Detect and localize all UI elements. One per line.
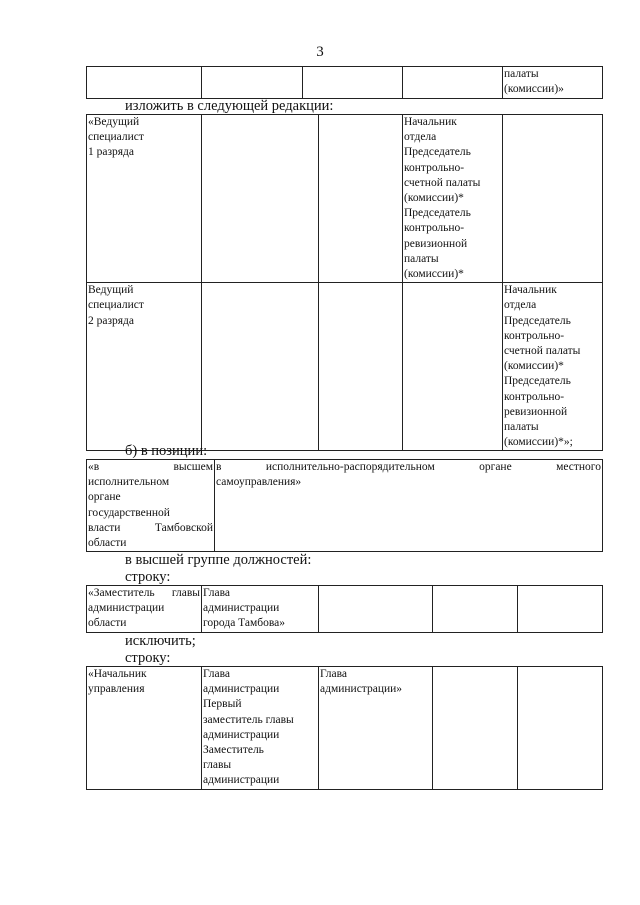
- table-cell: [202, 115, 319, 283]
- table-row-to-remove: [86, 585, 603, 633]
- table-cell: [503, 67, 603, 99]
- table-cell: [87, 667, 202, 790]
- table-cell: [503, 115, 603, 283]
- table-cell: [87, 586, 202, 633]
- cell-text-line: [88, 460, 213, 475]
- cell-text: Председатель: [504, 314, 571, 327]
- cell-text: отдела: [404, 131, 437, 144]
- table-cell: [319, 283, 403, 451]
- table-cell: [87, 460, 215, 552]
- cell-text: администрации: [88, 602, 165, 615]
- cell-text-line: [216, 460, 601, 475]
- table-cell: [503, 283, 603, 451]
- cell-text: палаты: [504, 421, 539, 434]
- cell-text: 1 разряда: [88, 146, 135, 159]
- cell-text: специалист: [88, 299, 144, 312]
- cell-text: контрольно-: [504, 329, 565, 342]
- table-row-heads: [86, 666, 603, 790]
- cell-text: самоуправления»: [216, 476, 302, 489]
- cell-text: администрации: [203, 602, 280, 615]
- table-cell: [433, 667, 518, 790]
- cell-text: счетной палаты: [404, 176, 481, 189]
- cell-text: Председатель: [404, 207, 471, 220]
- cell-text: Ведущий: [88, 284, 134, 297]
- table-cell: [433, 586, 518, 633]
- cell-text: Глава: [320, 668, 348, 680]
- cell-text: Заместитель: [203, 744, 264, 757]
- cell-text: (комиссии)*»;: [504, 436, 573, 449]
- cell-text: администрации: [203, 683, 280, 696]
- table-new-edition: [86, 114, 603, 451]
- table-position: [86, 459, 603, 552]
- table-cell: [202, 67, 303, 99]
- cell-word: местного: [556, 461, 601, 473]
- cell-text: главы: [203, 759, 232, 772]
- paragraph-text: изложить в следующей редакции:: [125, 98, 334, 114]
- cell-text: (комиссии)*: [404, 268, 464, 281]
- cell-text: государственной: [88, 506, 170, 519]
- cell-text: Глава: [203, 587, 231, 599]
- cell-text: области: [88, 537, 127, 550]
- cell-text: «Начальник: [88, 668, 147, 680]
- cell-text: города Тамбова»: [203, 617, 286, 630]
- table-cell: [202, 283, 319, 451]
- cell-text: специалист: [88, 131, 144, 144]
- table-cell: [202, 667, 319, 790]
- cell-text: заместитель главы: [203, 713, 294, 726]
- cell-text: Глава: [203, 668, 231, 680]
- cell-text: (комиссии)*: [404, 192, 464, 205]
- page-number: 3: [316, 44, 324, 60]
- cell-text: (комиссии)*: [504, 360, 564, 373]
- cell-text: контрольно-: [404, 222, 465, 235]
- table-cell: [518, 667, 603, 790]
- table-cell: [319, 115, 403, 283]
- table-cell: [518, 586, 603, 633]
- cell-text: администрации: [203, 728, 280, 741]
- paragraph-text: б) в позиции:: [125, 443, 208, 459]
- cell-text: (комиссии)»: [504, 83, 564, 96]
- table-cell: [319, 667, 433, 790]
- table-cell: [87, 283, 202, 451]
- cell-word: власти: [88, 521, 121, 534]
- cell-text: палаты: [504, 68, 539, 80]
- cell-text: «Ведущий: [88, 116, 140, 128]
- paragraph-text: исключить;: [125, 633, 196, 649]
- paragraph-text: строку:: [125, 569, 171, 585]
- cell-text: 2 разряда: [88, 314, 135, 327]
- cell-text: контрольно-: [504, 390, 565, 403]
- cell-word: исполнительно-распорядительном: [265, 461, 435, 473]
- table-cell: [215, 460, 603, 552]
- cell-text: администрации»: [320, 683, 403, 696]
- cell-text: счетной палаты: [504, 345, 581, 358]
- table-cell: [403, 67, 503, 99]
- cell-text: управления: [88, 683, 145, 696]
- table-cell: [87, 67, 202, 99]
- cell-word: высшем: [173, 461, 213, 473]
- cell-text-line: [88, 586, 200, 601]
- cell-text: контрольно-: [404, 161, 465, 174]
- cell-word: органе: [479, 461, 512, 473]
- cell-text: исполнительном: [88, 476, 170, 489]
- cell-text: ревизионной: [404, 237, 468, 250]
- cell-text: ревизионной: [504, 405, 568, 418]
- cell-text: области: [88, 617, 127, 630]
- table-continuation: [86, 66, 603, 99]
- table-cell: [403, 115, 503, 283]
- cell-text: органе: [88, 491, 121, 504]
- cell-word: в: [216, 461, 222, 473]
- table-cell: [87, 115, 202, 283]
- cell-text: палаты: [404, 252, 439, 265]
- table-cell: [303, 67, 403, 99]
- cell-text: отдела: [504, 299, 537, 312]
- cell-text: Первый: [203, 698, 242, 711]
- cell-word: главы: [171, 587, 200, 599]
- cell-text: Председатель: [404, 146, 471, 159]
- cell-text: Председатель: [504, 375, 571, 388]
- cell-word: Тамбовской: [154, 521, 213, 534]
- cell-text: Начальник: [404, 116, 457, 128]
- paragraph-text: строку:: [125, 650, 171, 666]
- cell-text-line: [88, 521, 213, 536]
- paragraph-text: в высшей группе должностей:: [125, 552, 312, 568]
- table-cell: [319, 586, 433, 633]
- table-cell: [202, 586, 319, 633]
- table-cell: [403, 283, 503, 451]
- cell-word: «в: [88, 461, 100, 473]
- cell-text: администрации: [203, 774, 280, 787]
- cell-word: «Заместитель: [88, 587, 155, 599]
- cell-text: Начальник: [504, 284, 557, 297]
